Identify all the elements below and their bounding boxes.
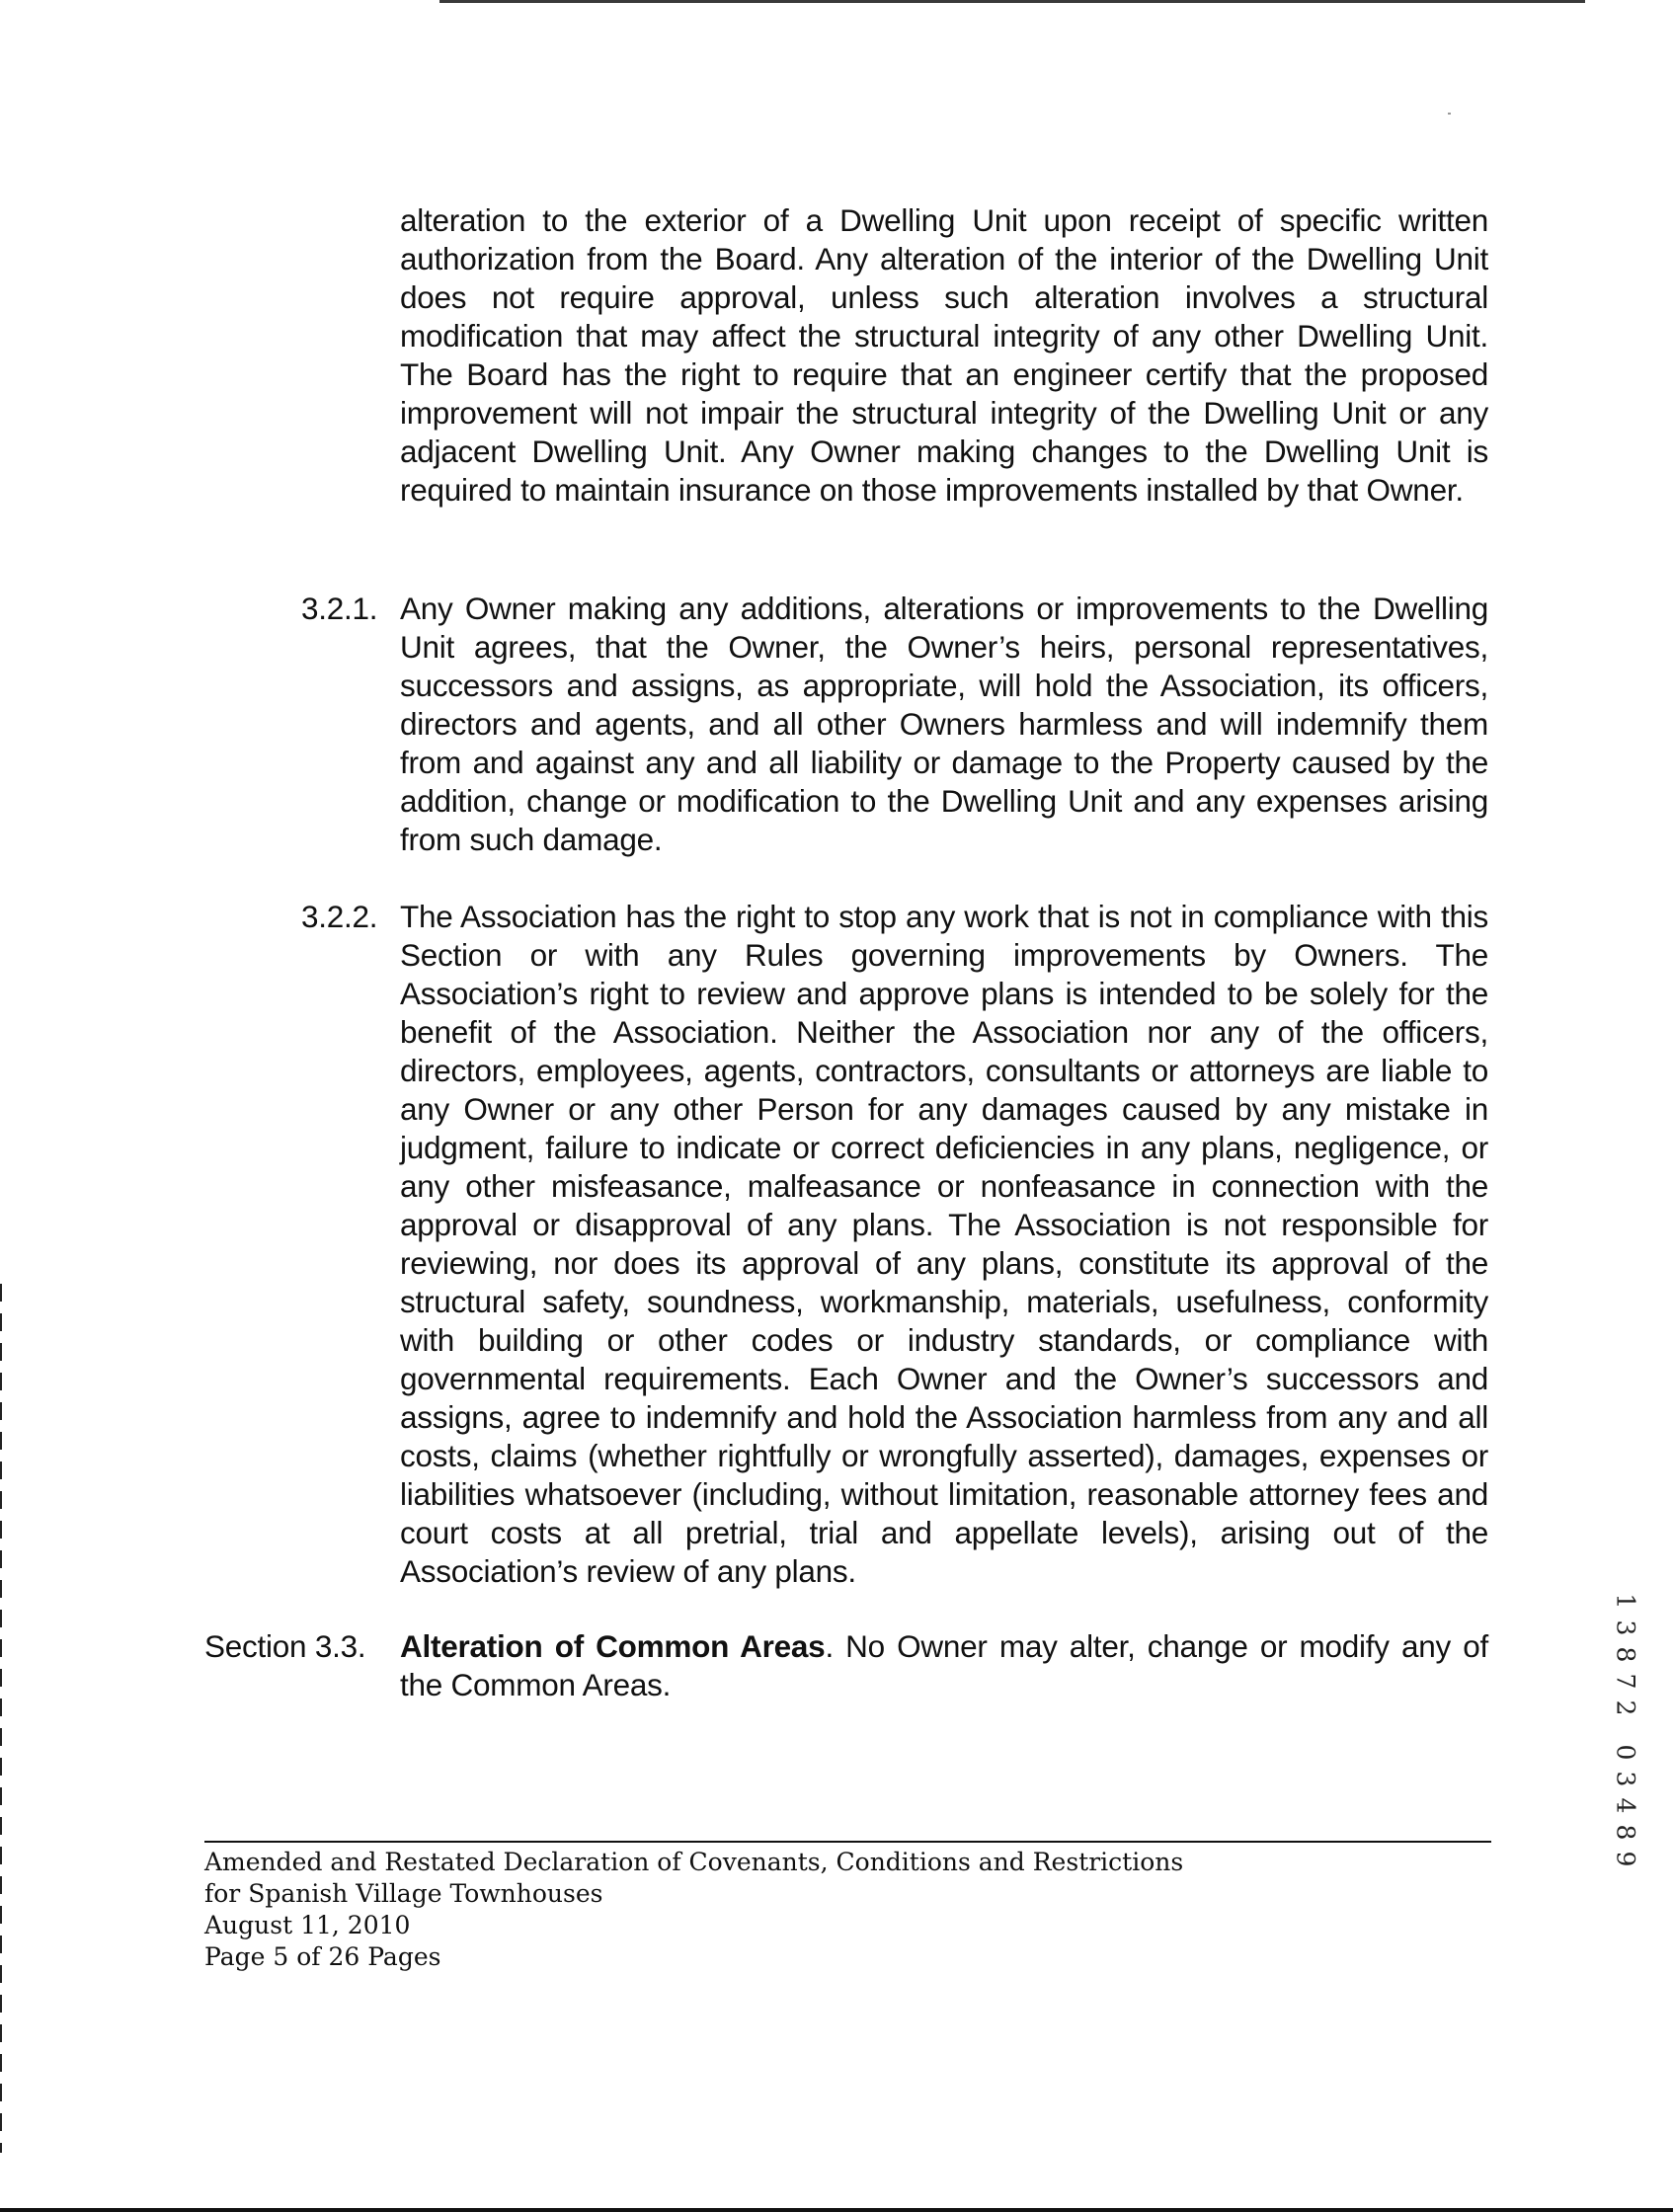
footer [204,1847,1183,1973]
section-label-3-3: Section 3.3. [204,1628,366,1664]
section-text-3-3: . No Owner may alter, change or modify any of the Common Areas. [400,1628,1488,1702]
stamp-digit: 3 [1611,1620,1640,1636]
stamp-digit: 2 [1611,1699,1640,1716]
footer-document-title: Amended and Restated Declaration of Covenants, Conditions and Restrictions [204,1848,1184,1876]
scan-bottom-border [0,2208,1673,2212]
subsection-number-3-2-1: 3.2.1. [301,591,378,626]
stamp-digit: 0 [1611,1744,1640,1761]
recording-stamp-page [1608,1739,1641,1872]
section-title-3-3: Alteration of Common Areas [400,1628,826,1664]
scan-top-border [439,0,1585,3]
stamp-digit: 9 [1611,1851,1640,1867]
paragraph-intro: alteration to the exterior of a Dwelling Unit upon receipt of specific written authorization from the Board. Any alteration of the interior of the Dwelling Unit does not require approval, unless such alteration involves a structural modification that may affect the structural integrity of any other Dwelling Unit. The Board has the right to require that an engineer certify that the proposed improvement will not impair the structural integrity of the Dwelling Unit or any adjacent Dwelling Unit. Any Owner making changes to the Dwelling Unit is required to maintain insurance on those improvements installed by that Owner. [400,202,1488,508]
paragraph-3-2-2: The Association has the right to stop any work that is not in compliance with this Section or with any Rules governing improvements by Owners. The Association’s right to review and approve plans is intended to be solely for the benefit of the Association. Neither the Association nor any of the officers, directors, employees, agents, contractors, consultants or attorneys are liable to any Owner or any other Person for any damages caused by any mistake in judgment, failure to indicate or correct deficiencies in any plans, negligence, or any other misfeasance, malfeasance or nonfeasance in connection with the approval or disapproval of any plans. The Association is not responsible for reviewing, nor does its approval of any plans, constitute its approval of the structural safety, soundness, workmanship, materials, usefulness, conformity with building or other codes or industry standards, or compliance with governmental requirements. Each Owner and the Owner’s successors and assigns, agree to indemnify and hold the Association harmless from any and all costs, claims (whether rightfully or wrongfully asserted), damages, expenses or liabilities whatsoever (including, without limitation, reasonable attorney fees and court costs at all pretrial, trial and appellate levels), arising out of the Association’s review of any plans. [400,899,1488,1589]
scan-left-edge-marks [0,1284,2,2153]
footer-divider [204,1841,1491,1843]
paragraph-3-3 [400,1627,1488,1704]
stamp-digit: 8 [1611,1824,1640,1841]
scan-speck [1448,113,1451,115]
recording-stamp-book [1608,1588,1641,1721]
stamp-digit: 8 [1611,1646,1640,1663]
stamp-digit: 1 [1611,1593,1640,1610]
paragraph-3-2-1: Any Owner making any additions, alterations or improvements to the Dwelling Unit agrees, that the Owner, the Owner’s heirs, personal representatives, successors and assigns, as appropriate, will hold the Association, its officers, directors and agents, and all other Owners harmless and will indemnify them from and against any and all liability or damage to the Property caused by the addition, change or modification to the Dwelling Unit and any expenses arising from such damage. [400,591,1488,857]
stamp-digit: 7 [1611,1673,1640,1690]
subsection-number-3-2-2: 3.2.2. [301,899,378,934]
stamp-digit: 3 [1611,1771,1640,1787]
recording-stamp [1608,1588,1641,1872]
footer-page-number: Page 5 of 26 Pages [204,1942,441,1971]
footer-date: August 11, 2010 [204,1911,411,1939]
footer-document-subtitle: for Spanish Village Townhouses [204,1879,603,1908]
stamp-digit: 4 [1611,1797,1640,1814]
